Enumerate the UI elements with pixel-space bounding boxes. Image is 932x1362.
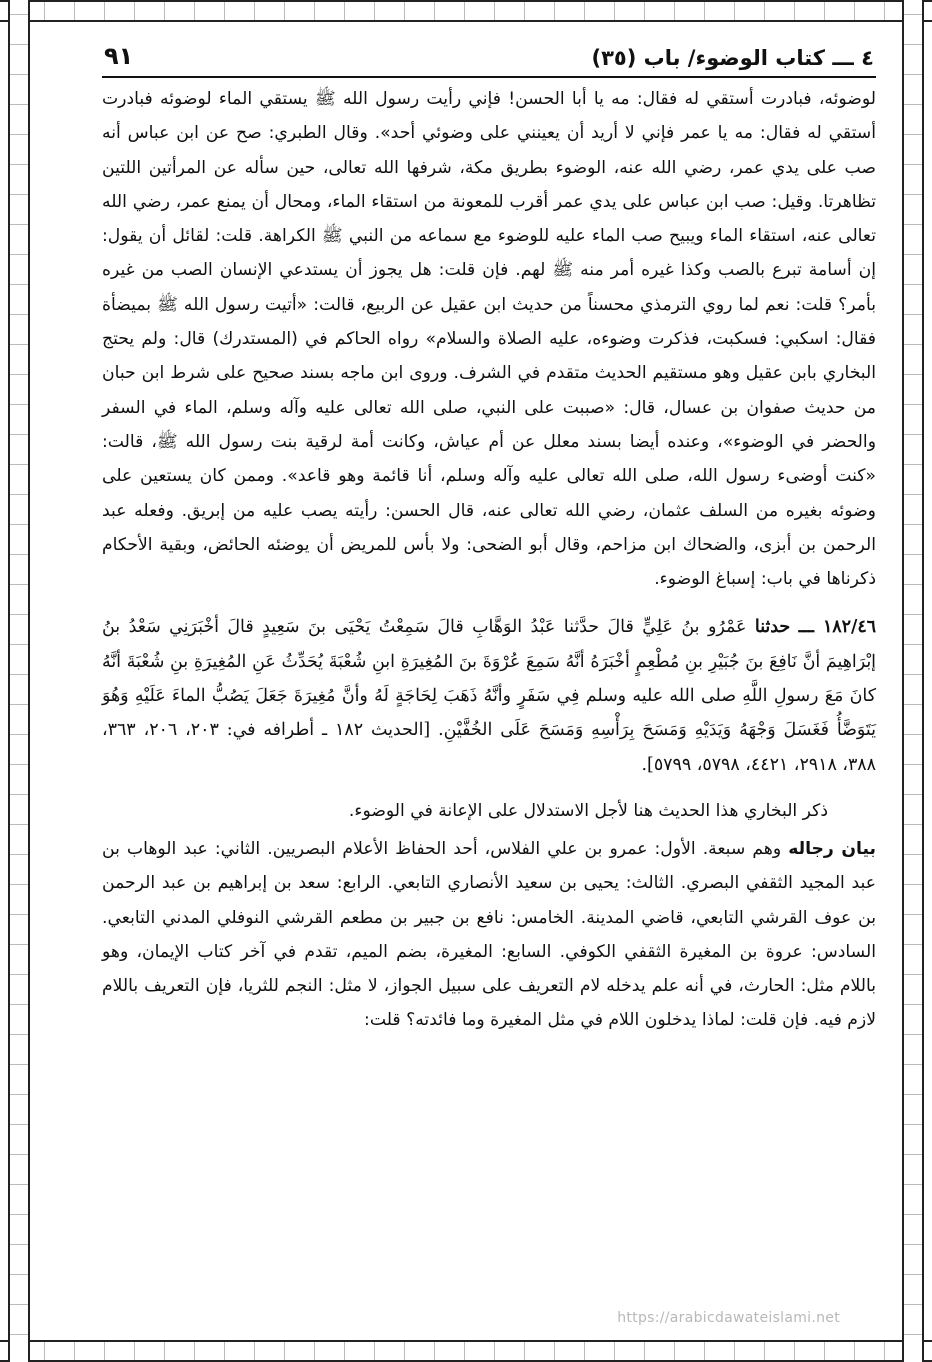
- running-header: [102, 38, 876, 78]
- section-note: ذكر البخاري هذا الحديث هنا لأجل الاستدلال على الإعانة في الوضوء.: [348, 800, 828, 821]
- page-content: [102, 38, 876, 1322]
- page-border-top: [0, 0, 932, 22]
- hadith-opening: حدثنا: [754, 617, 791, 638]
- narrators-text: وهم سبعة. الأول: عمرو بن علي الفلاس، أحد الحفاظ الأعلام البصريين. الثاني: عبد الوهاب بن عبد المجيد الثقفي البصري. الثالث: يحيى بن سعيد الأنصاري التابعي. الرابع: سعد بن إبراهيم بن عبد الرحمن بن عوف القرشي التابعي، قاضي المدينة. الخامس: نافع بن جبير بن مطعم القرشي النوفلي المدني التابعي. السادس: عروة بن المغيرة الثقفي الكوفي. السابع: المغيرة، بضم الميم، تقدم في آخر كتاب الإيمان، وهو باللام مثل: الحارث، في أنه علم يدخله لام التعريف على سبيل الجواز، لا مثل: النجم للثريا، فإن التعريف باللام لازم فيه. فإن قلت: لماذا يدخلون اللام في مثل المغيرة وما فائدته؟ قلت:: [102, 838, 876, 1031]
- chapter-title: ٤ ـــ كتاب الوضوء/ باب (٣٥): [591, 46, 874, 70]
- narrators-heading: بيان رجاله: [788, 838, 876, 859]
- page-number: ٩١: [104, 42, 134, 70]
- page-border-left: [8, 0, 30, 1362]
- hadith-number: ١٨٢/٤٦ ـــ: [798, 617, 877, 638]
- commentary-paragraph: لوضوئه، فبادرت أستقي له فقال: مه يا أبا الحسن! فإني رأيت رسول الله ﷺ يستقي الماء لوضوئه فبادرت أستقي له فقال: مه يا عمر فإني لا أريد أن يعينني على وضوئي أحد». وقال الطبري: صح عن ابن عباس أنه صب على يدي عمر، رضي الله عنه، الوضوء بطريق مكة، شرفها الله تعالى، حين سأله عن المرأتين اللتين تظاهرتا. وقيل: صب ابن عباس على يدي عمر أقرب للمعونة من استقاء الماء، ومحال أن يمنع عمر، رضي الله تعالى عنه، استقاء الماء ويبيح صب الماء عليه للوضوء مع سماعه من النبي ﷺ الكراهة. قلت: لقائل أن يقول: إن أسامة تبرع بالصب وكذا غيره أمر منه ﷺ لهم. فإن قلت: هل يجوز أن يستدعي الإنسان الصب من غيره بأمر؟ قلت: نعم لما روي الترمذي محسناً من حديث ابن عقيل عن الربيع، قالت: «أتيت رسول الله ﷺ بميضأة فقال: اسكبي: فسكبت، فذكرت وضوءه، عليه الصلاة والسلام» رواه الحاكم في (المستدرك) قال: ولم يحتج البخاري بابن عقيل وهو مستقيم الحديث متقدم في الشرف. وروى ابن ماجه بسند صحيح على شرط ابن حبان من حديث صفوان بن عسال، قال: «صببت على النبي، صلى الله تعالى عليه وآله وسلم، الماء في السفر والحضر في الوضوء»، وعنده أيضا بسند معلل عن أم عياش، وكانت أمة لرقية بنت رسول الله ﷺ، قالت: «كنت أوضىء رسول الله، صلى الله تعالى عليه وآله وسلم، أنا قائمة وهو قاعد». وممن كان يستعين على وضوئه بغيره من السلف عثمان، رضي الله تعالى عنه، قال الحسن: رأيته يصب عليه من إبريق. وفعله عبد الرحمن بن أبزى، والضحاك ابن مزاحم، وقال أبو الضحى: ولا بأس للمريض أن يوضئه الحائض، وبقية الأحكام ذكرناها في باب: إسباغ الوضوء.: [102, 89, 876, 590]
- page-border-right: [902, 0, 924, 1362]
- page-border-bottom: [0, 1340, 932, 1362]
- watermark-url: https://arabicdawateislami.net: [617, 1310, 840, 1326]
- narrators-paragraph: [102, 832, 876, 1038]
- hadith-block: [102, 610, 876, 781]
- hadith-text: عَمْرُو بنُ عَلِيٍّ قالَ حدَّثنا عَبْدُ الوَهَّابِ قالَ سَمِعْتُ يَحْيَى بنَ سَعِيدٍ قالَ أخْبَرَنِي سَعْدُ بنُ إبْرَاهِيمَ أنَّ نَافِعَ بنَ جُبَيْرِ بنِ مُطْعِمٍ أخْبَرَهُ أنَّهُ سَمِعَ عُرْوَةَ بنَ المُغِيرَةِ ابنِ شُعْبَةَ يُحَدِّثُ عَنِ المُغِيرَةِ بنِ شُعْبَةَ أنَّهُ كانَ مَعَ رسولِ اللَّهِ صلى الله عليه وسلم فِي سَفَرٍ وأنَّهُ ذَهَبَ لِحَاجَةٍ لَهُ وأنَّ مُغِيرَةَ جَعَلَ يَصُبُّ الماءَ عَلَيْهِ وَهُوَ يَتَوَضَّأُ فَغَسَلَ وَجْهَهُ وَيَدَيْهِ وَمَسَحَ بِرَأْسِهِ وَمَسَحَ عَلَى الخُفَّيْنِ. [الحديث ١٨٢ ـ أطرافه في: ٢٠٣، ٢٠٦، ٣٦٣، ٣٨٨، ٢٩١٨، ٤٤٢١، ٥٧٩٨، ٥٧٩٩].: [102, 617, 876, 775]
